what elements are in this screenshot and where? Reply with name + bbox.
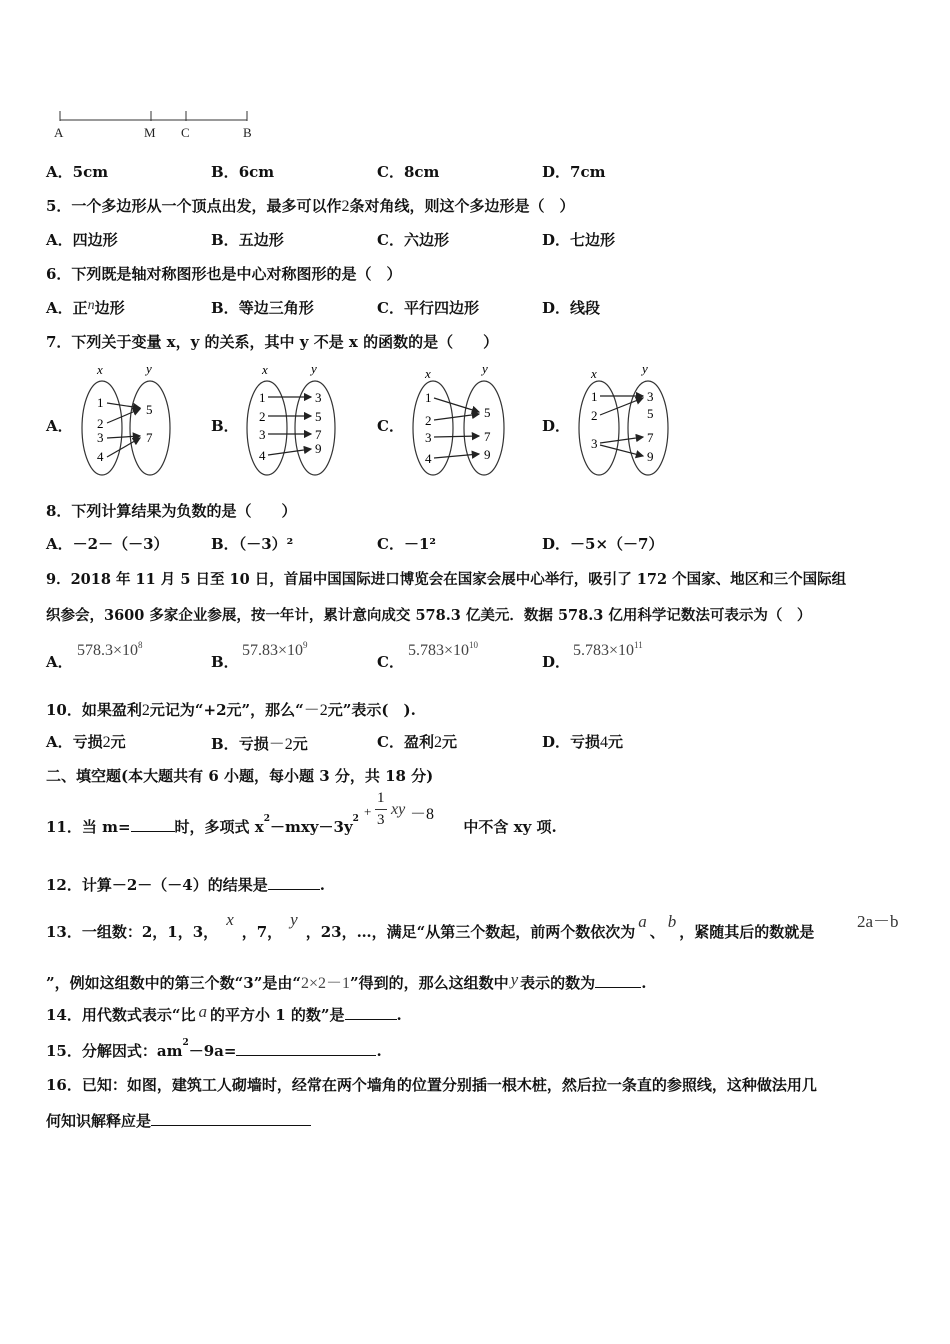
q15-stem: 15．分解因式：$am^2-9a=$ . [46, 1038, 382, 1060]
q6-stem: 6．下列既是轴对称图形也是中心对称图形的是（ ） [46, 265, 402, 283]
q10-stem: 10．如果盈利2元记为“+2元”，那么“－2元”表示( ). [46, 701, 416, 719]
q5-option-c[interactable]: C．六边形 [377, 231, 449, 249]
x-var-label: x [591, 366, 597, 381]
mapping-diagram-d [575, 362, 675, 477]
q13-stem-line1: 13．一组数：2，1，3，x，7，y，23，…，满足“从第三个数起，前两个数依次为a、b，紧随其后的数就是 [46, 910, 815, 941]
domain-value: 2 [425, 413, 432, 428]
q8-option-b[interactable]: B．（－3）² [211, 535, 294, 553]
q4-option-a[interactable]: A．5cm [46, 163, 109, 181]
q6-option-b[interactable]: B．等边三角形 [211, 299, 314, 317]
q13-stem-line2: ”，例如这组数中的第三个数“3”是由“2×2－1”得到的，那么这组数中 y 表示的数为 . [46, 970, 647, 992]
q9-option-d[interactable]: $5.783\times 10^{11}$ [573, 640, 643, 659]
range-value: 5 [315, 409, 322, 424]
q10-option-c[interactable]: C．盈利2元 [377, 733, 457, 751]
domain-value: 1 [97, 395, 104, 410]
range-value: 7 [146, 430, 153, 445]
domain-value: 1 [259, 390, 266, 405]
q7-option-c[interactable]: C． [377, 417, 404, 435]
range-value: 7 [315, 427, 322, 442]
range-value: 7 [484, 429, 491, 444]
domain-value: 2 [259, 409, 266, 424]
q10-option-b[interactable]: B．亏损－2元 [211, 735, 308, 753]
q4-option-b[interactable]: B．6cm [211, 163, 275, 181]
y-var-label: y [311, 362, 317, 376]
segment-line [55, 108, 260, 128]
q9-option-b[interactable]: $57.83\times 10^9$ [242, 640, 308, 659]
section-title: 二、填空题(本大题共有 6 小题，每小题 3 分，共 18 分) [46, 767, 434, 785]
range-value: 9 [315, 441, 322, 456]
q5-option-b[interactable]: B．五边形 [211, 231, 284, 249]
x-var-label: x [262, 362, 268, 377]
point-label-m: M [144, 125, 156, 140]
q8-option-c[interactable]: C．－1² [377, 535, 436, 553]
q8-option-d[interactable]: D．－5×（－7） [542, 535, 664, 553]
answer-blank[interactable] [151, 1111, 311, 1126]
q9-option-c[interactable]: $5.783\times 10^{10}$ [408, 640, 479, 659]
answer-blank[interactable] [236, 1041, 376, 1056]
q7-stem: 7．下列关于变量 x，y 的关系，其中 y 不是 x 的函数的是（ ） [46, 333, 499, 351]
domain-value: 1 [425, 390, 432, 405]
mapping-diagram-a [78, 362, 178, 477]
q10-option-a[interactable]: A．亏损2元 [46, 733, 126, 751]
domain-value: 1 [591, 389, 598, 404]
answer-blank[interactable] [131, 817, 175, 832]
q10-option-d[interactable]: D．亏损4元 [542, 733, 624, 751]
q16-stem-line2: 何知识解释应是 [46, 1110, 311, 1131]
point-label-a: A [54, 125, 64, 140]
q5-stem: 5．一个多边形从一个顶点出发，最多可以作2条对角线，则这个多边形是（ ） [46, 197, 575, 215]
q9-stem-line1: 9．2018 年 11 月 5 日至 10 日，首届中国国际进口博览会在国家会展中心举行，吸引了 172 个国家、地区和三个国际组 [46, 571, 847, 588]
x-var-label: x [425, 366, 431, 381]
domain-value: 2 [591, 408, 598, 423]
domain-value: 2 [97, 416, 104, 431]
domain-value: 3 [97, 430, 104, 445]
q14-stem: 14．用代数式表示“比 a 的平方小 1 的数”是 . [46, 1002, 402, 1024]
domain-value: 4 [425, 451, 432, 466]
q7-option-a[interactable]: A． [46, 417, 73, 435]
range-value: 9 [484, 447, 491, 462]
q13-formula: 2a－b [857, 912, 899, 931]
point-label-c: C [181, 125, 190, 140]
x-var-label: x [97, 362, 103, 377]
range-value: 5 [647, 406, 654, 421]
q4-option-d[interactable]: D．7cm [542, 163, 606, 181]
q7-option-b[interactable]: B． [211, 417, 239, 435]
domain-value: 3 [425, 430, 432, 445]
range-value: 5 [146, 402, 153, 417]
q4-option-c[interactable]: C．8cm [377, 163, 440, 181]
point-label-b: B [243, 125, 252, 140]
domain-value: 4 [259, 448, 266, 463]
q11-fraction-term: + 1 3 xy －8 [364, 790, 435, 828]
y-var-label: y [482, 362, 488, 376]
q6-option-c[interactable]: C．平行四边形 [377, 299, 479, 317]
range-value: 5 [484, 405, 491, 420]
mapping-diagram-c [409, 362, 509, 477]
y-var-label: y [642, 362, 648, 376]
mapping-diagram-b [243, 362, 343, 477]
q9-stem-line2: 织参会，3600 多家企业参展，按一年计，累计意向成交 578.3 亿美元．数据 578.3 亿用科学记数法可表示为（ ） [46, 607, 812, 624]
domain-value: 3 [591, 436, 598, 451]
q9-option-d-letter[interactable]: D． [542, 653, 571, 671]
y-var-label: y [146, 362, 152, 376]
q16-stem-line1: 16．已知：如图，建筑工人砌墙时，经常在两个墙角的位置分别插一根木桩，然后拉一条直的参照线，这种做法用几 [46, 1076, 817, 1094]
answer-blank[interactable] [345, 1005, 397, 1020]
q9-option-a[interactable]: $578.3\times 10^8$ [77, 640, 143, 659]
q11-stem: 11．当 m= 时，多项式 $x^2-mxy-3y^2$ 中不含 xy 项. [46, 814, 557, 836]
q5-option-d[interactable]: D．七边形 [542, 231, 616, 249]
q9-option-b-letter[interactable]: B． [211, 653, 239, 671]
range-value: 7 [647, 430, 654, 445]
answer-blank[interactable] [268, 875, 320, 890]
range-value: 3 [315, 390, 322, 405]
q8-option-a[interactable]: A．－2－（－3） [46, 535, 169, 553]
q12-stem: 12．计算－2－（－4）的结果是 . [46, 876, 325, 894]
q8-stem: 8．下列计算结果为负数的是（ ） [46, 502, 297, 520]
domain-value: 4 [97, 449, 104, 464]
q6-option-d[interactable]: D．线段 [542, 299, 601, 317]
q7-option-d[interactable]: D． [542, 417, 571, 435]
q9-option-a-letter[interactable]: A． [46, 653, 73, 671]
answer-blank[interactable] [595, 973, 641, 988]
domain-value: 3 [259, 427, 266, 442]
range-value: 3 [647, 389, 654, 404]
q9-option-c-letter[interactable]: C． [377, 653, 404, 671]
q5-option-a[interactable]: A．四边形 [46, 231, 118, 249]
range-value: 9 [647, 449, 654, 464]
q6-option-a[interactable]: A．正n边形 [46, 298, 125, 317]
